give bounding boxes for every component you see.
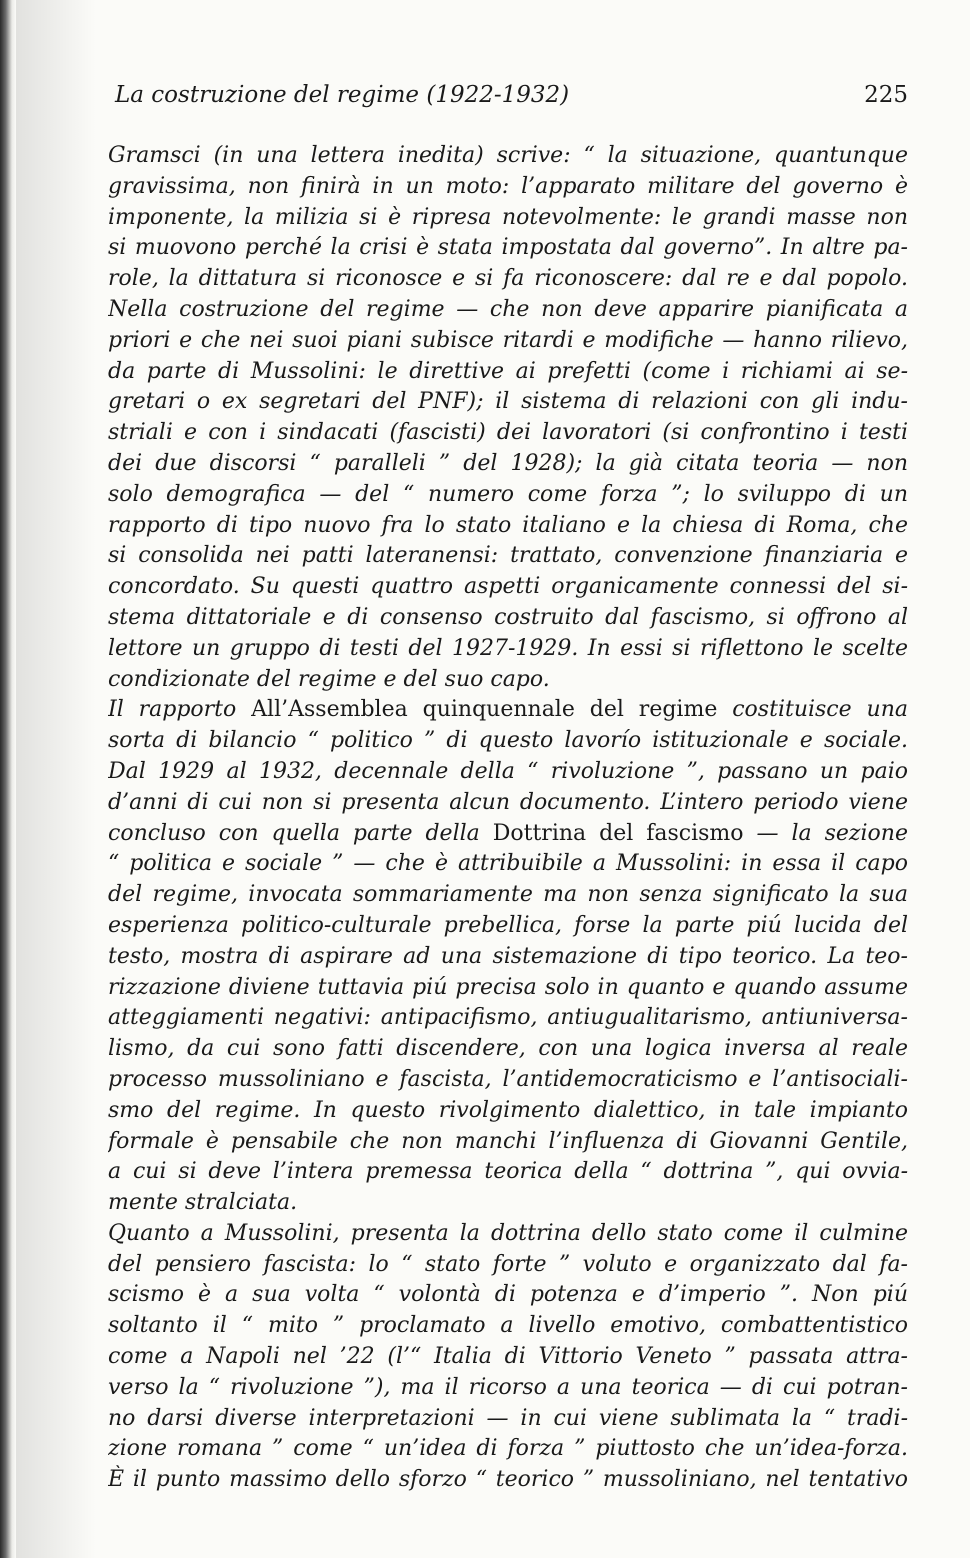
text-line: zione romana ” come “ un’idea di forza ” piuttosto che un’idea-forza. <box>108 1436 908 1462</box>
text-line: da parte di Mussolini: le direttive ai prefetti (come i richiami ai se- <box>108 358 908 384</box>
gutter-shade <box>16 0 96 1558</box>
text-line: gravissima, non finirà in un moto: l’apparato militare del governo è <box>108 173 908 199</box>
text-line: Nella costruzione del regime — che non deve apparire pianificata a <box>108 296 908 322</box>
text-line: lismo, da cui sono fatti discendere, con una logica inversa al reale <box>108 1036 908 1062</box>
roman-title: All’Assemblea quinquennale del regime <box>251 697 718 723</box>
text-line: lettore un gruppo di testi del 1927-1929. In essi si riflettono le scelte <box>108 635 908 661</box>
text-line: testo, mostra di aspirare ad una sistemazione di tipo teorico. La teo- <box>108 943 908 969</box>
text-line: È il punto massimo dello sforzo “ teorico ” mussoliniano, nel tentativo <box>108 1467 908 1493</box>
body-text <box>108 141 908 1496</box>
text-line: “ politica e sociale ” — che è attribuibile a Mussolini: in essa il capo <box>108 851 908 877</box>
text-line: sorta di bilancio “ politico ” di questo lavorío istituzionale e sociale. <box>108 728 908 754</box>
text-line: si muovono perché la crisi è stata impostata dal governo”. In altre pa- <box>108 235 908 261</box>
text-line: d’anni di cui non si presenta alcun documento. L’intero periodo viene <box>108 789 908 815</box>
roman-title: Dottrina del fascismo <box>492 820 744 846</box>
text-line: gretari o ex segretari del PNF); il sistema di relazioni con gli indu- <box>108 389 908 415</box>
text-line: striali e con i sindacati (fascisti) dei lavoratori (si confrontino i testi <box>108 420 908 446</box>
text-line: rizzazione diviene tuttavia piú precisa solo in quanto e quando assume <box>108 974 908 1000</box>
text-line: processo mussoliniano e fascista, l’antidemocraticismo e l’antisociali- <box>108 1066 908 1092</box>
text-line: Dal 1929 al 1932, decennale della “ rivoluzione ”, passano un paio <box>108 758 908 784</box>
text-line: role, la dittatura si riconosce e si fa riconoscere: dal re e dal popolo. <box>108 266 908 292</box>
text-line: solo demografica — del “ numero come forza ”; lo sviluppo di un <box>108 481 908 507</box>
text-line: Gramsci (in una lettera inedita) scrive: “ la situazione, quantunque <box>108 143 908 168</box>
text-line: formale è pensabile che non manchi l’influenza di Giovanni Gentile, <box>108 1128 908 1154</box>
text-line: si consolida nei patti lateranensi: trattato, convenzione finanziaria e <box>108 543 908 569</box>
text-line: del regime, invocata sommariamente ma non senza significato la sua <box>108 882 908 908</box>
text-line: verso la “ rivoluzione ”), ma il ricorso a una teorica — di cui potran- <box>108 1374 908 1400</box>
text-line: condizionate del regime e del suo capo. <box>108 666 550 692</box>
text-line: come a Napoli nel ’22 (l’“ Italia di Vittorio Veneto ” passata attra- <box>108 1344 908 1370</box>
text-line: rapporto di tipo nuovo fra lo stato italiano e la chiesa di Roma, che <box>108 512 908 538</box>
text-line: scismo è a sua volta “ volontà di potenza e d’imperio ”. Non piú <box>108 1282 908 1308</box>
text-line: no darsi diverse interpretazioni — in cui viene sublimata la “ tradi- <box>108 1405 908 1431</box>
running-title: La costruzione del regime (1922-1932) <box>115 82 570 108</box>
text-line: esperienza politico-culturale prebellica, forse la parte piú lucida del <box>108 912 908 938</box>
text-line: smo del regime. In questo rivolgimento dialettico, in tale impianto <box>108 1097 908 1123</box>
text-line: Quanto a Mussolini, presenta la dottrina dello stato come il culmine <box>108 1220 908 1246</box>
text-line: concordato. Su questi quattro aspetti organicamente connessi del si- <box>108 574 908 600</box>
text-line: priori e che nei suoi piani subisce ritardi e modifiche — hanno rilievo, <box>108 327 908 353</box>
text-line: atteggiamenti negativi: antipacifismo, antiugualitarismo, antiuniversa- <box>108 1005 908 1031</box>
text-line: imponente, la milizia si è ripresa notevolmente: le grandi masse non <box>108 204 908 230</box>
text-line: stema dittatoriale e di consenso costruito dal fascismo, si offrono al <box>108 604 908 630</box>
text-line: mente stralciata. <box>108 1190 298 1216</box>
page-number: 225 <box>864 82 908 108</box>
text-line: a cui si deve l’intera premessa teorica della “ dottrina ”, qui ovvia- <box>108 1159 908 1185</box>
text-line: soltanto il “ mito ” proclamato a livello emotivo, combattentistico <box>108 1313 908 1339</box>
page-header <box>115 82 908 122</box>
text-line: del pensiero fascista: lo “ stato forte ” voluto e organizzato dal fa- <box>108 1251 908 1277</box>
text-line: dei due discorsi “ paralleli ” del 1928); la già citata teoria — non <box>108 450 908 476</box>
text-line: Il rapporto All’Assemblea quinquennale del regime costituisce una <box>108 697 908 723</box>
book-spine-shadow <box>0 0 16 1558</box>
text-line: concluso con quella parte della Dottrina del fascismo — la sezione <box>108 820 908 846</box>
